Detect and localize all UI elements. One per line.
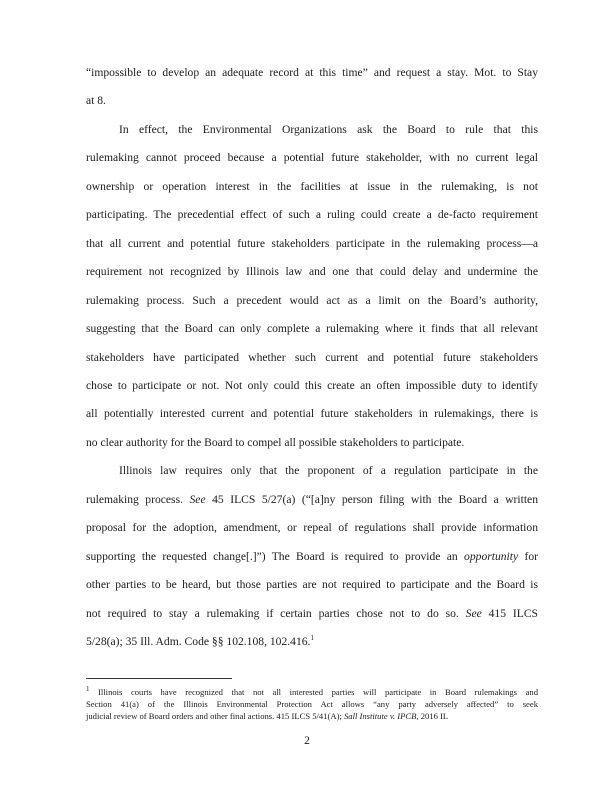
body-text-line: all potentially interested current and potential future stakeholders in rulemakings, there is [86,407,538,420]
footnote-marker: 1 [86,685,90,694]
body-text-line: “impossible to develop an adequate record at this time” and request a stay. Mot. to Stay [86,66,538,79]
body-text-line: other parties to be heard, but those parties are not required to participate and the Board is [86,578,538,591]
footnote-line: Section 41(a) of the Illinois Environmental Protection Act allows “any party adversely affected” to seek [86,699,538,709]
body-text-line: requirement not recognized by Illinois law and one that could delay and undermine the [86,265,538,278]
body-text-line: that all current and potential future stakeholders participate in the rulemaking process—a [86,237,538,250]
body-text-line: rulemaking process. Such a precedent would act as a limit on the Board’s authority, [86,294,538,307]
citation-signal: See [189,493,206,506]
body-text-line: at 8. [86,94,106,107]
body-text-line: stakeholders have participated whether such current and potential future stakeholders [86,351,538,364]
case-name: Sall Institute v. IPCB [344,711,417,721]
body-text-line: participating. The precedential effect of such a ruling could create a de-facto requirement [86,208,538,221]
citation-signal: See [465,607,482,620]
body-text-line: rulemaking cannot proceed because a potential future stakeholder, with no current legal [86,151,538,164]
body-text-line: proposal for the adoption, amendment, or repeal of regulations shall provide information [86,521,538,534]
body-text-line: chose to participate or not. Not only could this create an often impossible duty to identify [86,379,538,392]
body-text-line: suggesting that the Board can only complete a rulemaking where it finds that all relevant [86,322,538,335]
body-text-line: Illinois law requires only that the proponent of a regulation participate in the [119,464,538,477]
page-number: 2 [304,734,310,747]
body-text-line: supporting the requested change[.]”) The Board is required to provide an opportunity for [86,550,538,563]
footnote-line: $^1$ Illinois courts have recognized that not all interested parties will participate in Board rulemakings and [86,685,538,697]
body-text-line: 5/28(a); 35 Ill. Adm. Code §§ 102.108, 102.416.$^1$ [86,634,314,648]
body-text-line: In effect, the Environmental Organizations ask the Board to rule that this [119,123,538,136]
body-text-line: ownership or operation interest in the facilities at issue in the rulemaking, is not [86,180,538,193]
body-text-line: no clear authority for the Board to compel all possible stakeholders to participate. [86,436,465,449]
footnote-line: judicial review of Board orders and other final actions. 415 ILCS 5/41(A); Sall Institute v. IPCB, 2016 IL [86,711,449,721]
body-text-line: rulemaking process. See 45 ILCS 5/27(a) (“[a]ny person filing with the Board a written [86,493,539,506]
footnote-reference[interactable]: 1 [310,634,314,643]
body-text-line: not required to stay a rulemaking if certain parties chose not to do so. See 415 ILCS [86,607,538,620]
footnote-divider [86,678,232,679]
emphasis: opportunity [464,550,519,563]
